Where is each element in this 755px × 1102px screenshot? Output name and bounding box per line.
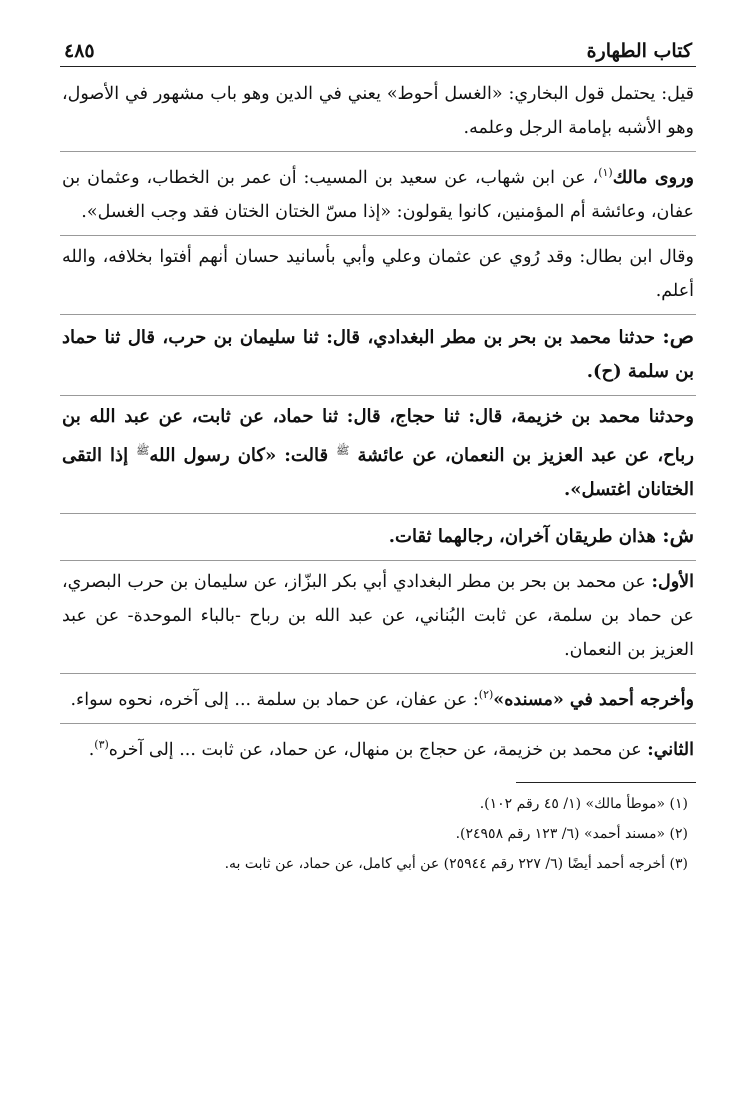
- paragraph-text: عن محمد بن بحر بن مطر البغدادي أبي بكر البزّاز، عن سليمان بن حرب البصري، عن حماد بن سلمة، عن ثابت البُناني، عن عبد الله بن رباح -بالباء الموحدة- عن عبد العزيز بن النعمان.: [62, 571, 694, 660]
- paragraph-text: ، عن ابن شهاب، عن سعيد بن المسيب: أن عمر بن الخطاب، وعثمان بن عفان، وعائشة أم المؤمنين، كانوا يقولون: «إذا مسّ الختان الختان فقد وجب الغسل».: [62, 167, 694, 222]
- paragraph-end: .: [88, 739, 95, 760]
- paragraph-lead: ش:: [662, 522, 694, 547]
- paragraph-second-chain: [60, 396, 696, 514]
- footnote-ref[interactable]: (٣): [94, 737, 109, 751]
- footnote-item: (١) «موطأ مالك» (١/ ٤٥ رقم ١٠٢).: [479, 796, 688, 813]
- paragraph-sharh-intro: [60, 514, 696, 561]
- footnote-ref[interactable]: (٢): [478, 687, 494, 701]
- paragraph-text: هذان طريقان آخران، رجالهما ثقات.: [388, 525, 656, 547]
- chapter-title: كتاب الطهارة: [586, 40, 692, 62]
- paragraph-bukhari-comment: [60, 73, 696, 152]
- paragraph-malik-narration: [60, 152, 696, 236]
- paragraph-ahmad-musnad: [60, 674, 696, 724]
- header-divider: [60, 66, 696, 67]
- honorific-symbol: ﷺ: [136, 443, 150, 457]
- paragraph-text: : عن عفان، عن حماد بن سلمة ... إلى آخره، نحوه سواء.: [70, 689, 479, 710]
- paragraph-first-chain: [60, 561, 696, 674]
- paragraph-text: قالت: «كان رسول الله: [149, 444, 329, 466]
- paragraph-ibn-battal: [60, 236, 696, 315]
- paragraph-text: عن محمد بن خزيمة، عن حجاج بن منهال، عن حماد، عن ثابت ... إلى آخره: [108, 739, 642, 760]
- page-header: [60, 28, 696, 66]
- footnote-item: (٢) «مسند أحمد» (٦/ ١٢٣ رقم ٢٤٩٥٨).: [455, 826, 688, 843]
- footnote-divider: [516, 782, 696, 783]
- honorific-symbol: ﷺ: [336, 443, 350, 457]
- page-number: ٤٨٥: [64, 40, 95, 62]
- book-page: [60, 28, 696, 879]
- paragraph-lead: وأخرجه أحمد في «مسنده»: [493, 689, 694, 710]
- paragraph-text: حدثنا محمد بن بحر بن مطر البغدادي، قال: ثنا سليمان بن حرب، قال ثنا حماد بن سلمة (ح).: [62, 326, 694, 382]
- paragraph-text-sad: [60, 315, 696, 396]
- paragraph-text: وقال ابن بطال: وقد رُوي عن عثمان وعلي وأبي بأسانيد حسان أنهم أفتوا بخلافه، والله أعلم.: [62, 246, 694, 301]
- paragraph-text: إذا التقى الختانان اغتسل».: [62, 444, 694, 500]
- footnote-item: (٣) أخرجه أحمد أيضًا (٦/ ٢٢٧ رقم ٢٥٩٤٤) عن أبي كامل، عن حماد، عن ثابت به.: [224, 856, 688, 873]
- paragraph-lead: الثاني:: [647, 739, 694, 760]
- paragraph-lead: ص:: [662, 323, 694, 348]
- paragraph-second-chain-sharh: [60, 724, 696, 773]
- footnotes-section: [60, 789, 696, 879]
- footnote-ref[interactable]: (١): [598, 166, 613, 179]
- paragraph-lead: وروى مالك: [612, 167, 694, 188]
- paragraph-text: قيل: يحتمل قول البخاري: «الغسل أحوط» يعني في الدين وهو باب مشهور في الأصول، وهو الأشبه بإمامة الرجل وعلمه.: [62, 84, 694, 138]
- paragraph-lead: الأول:: [651, 571, 694, 592]
- paragraph-text: وحدثنا محمد بن خزيمة، قال: ثنا حجاج، قال: ثنا حماد، عن ثابت، عن عبد الله بن رباح، عن عبد العزيز بن النعمان، عن عائشة: [62, 405, 694, 466]
